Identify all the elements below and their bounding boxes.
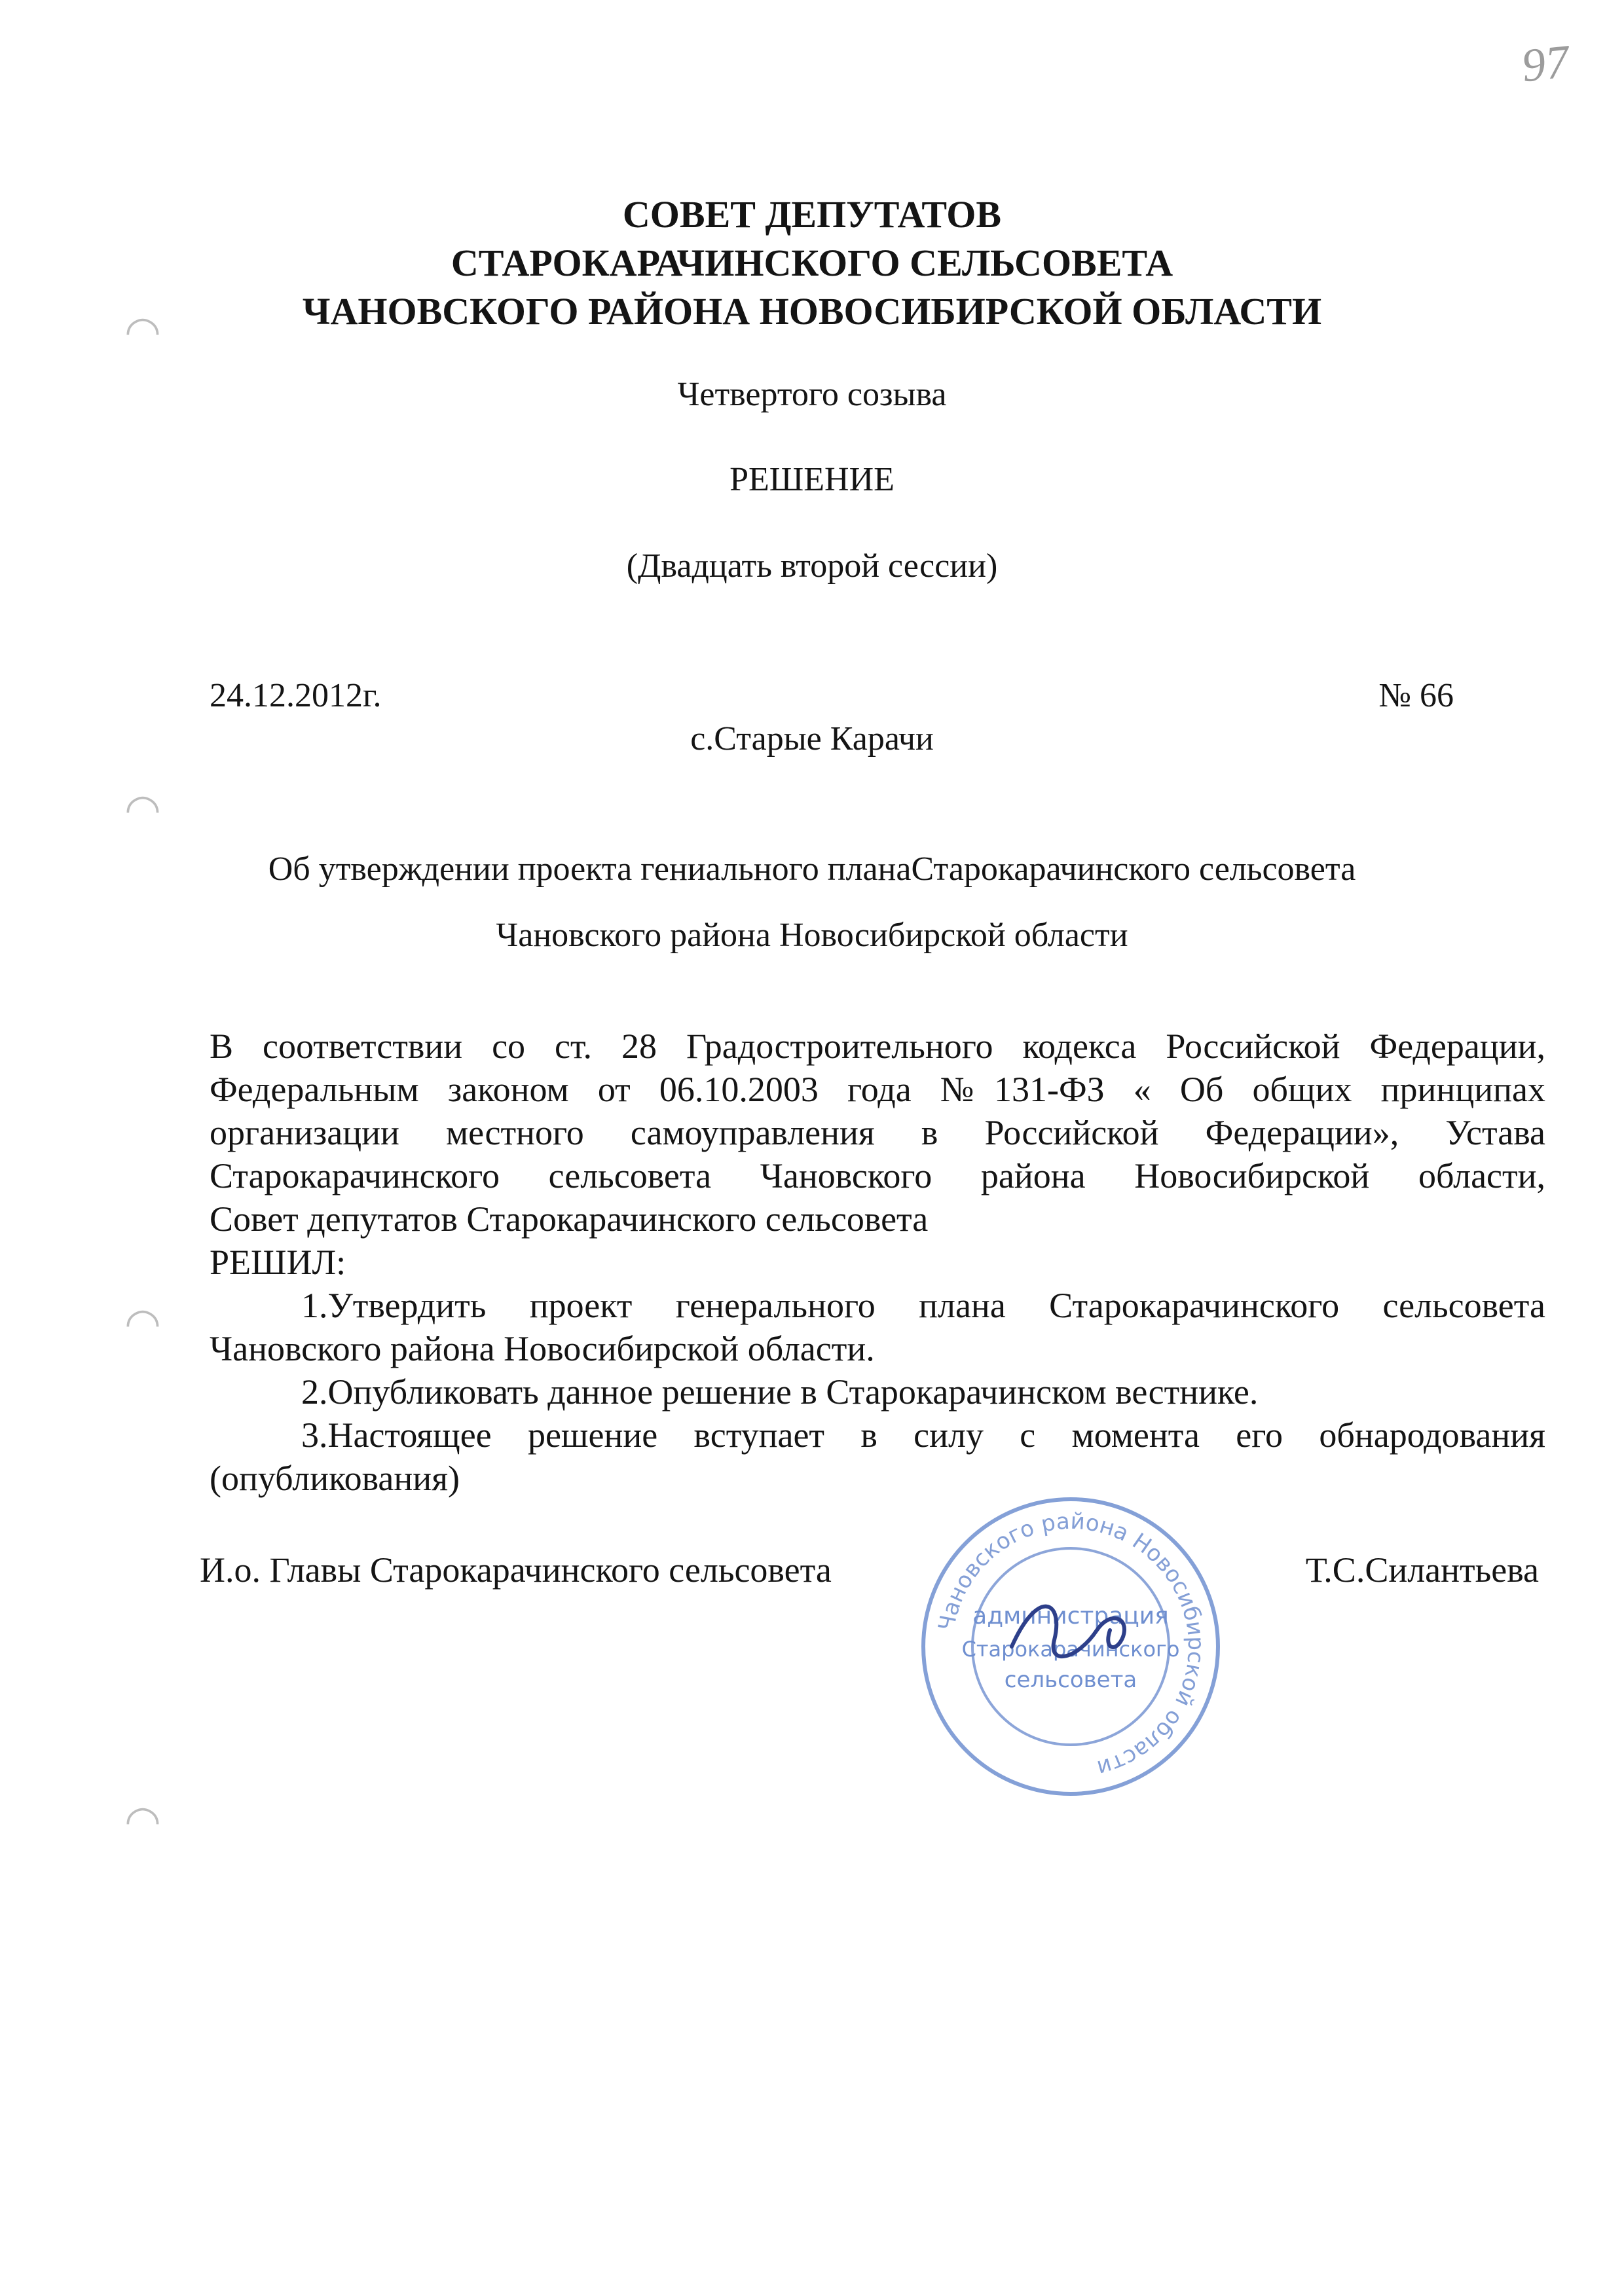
stamp-line-2: Старокарачинского (961, 1637, 1180, 1662)
page-number: 97 (1519, 35, 1572, 92)
punch-hole-mark: ◠ (124, 308, 161, 355)
document-date: 24.12.2012г. (210, 677, 382, 714)
item-2: 2.Опубликовать данное решение в Старокарачинском вестнике. (301, 1372, 1259, 1412)
item-1-line-2: Чановского района Новосибирской области. (210, 1329, 875, 1368)
punch-hole-mark: ◠ (124, 786, 161, 833)
punch-hole-mark: ◠ (124, 1300, 161, 1347)
item-1-line-1: 1.Утвердить проект генерального плана Старокарачинского сельсовета (301, 1286, 1545, 1325)
preamble-line-4: Старокарачинского сельсовета Чановского района Новосибирской области, (210, 1156, 1545, 1195)
preamble-line-2: Федеральным законом от 06.10.2003 года №131-ФЗ « Об общих принципах (210, 1070, 1545, 1109)
stamp-graphic (913, 1489, 1228, 1804)
header-line-2: СТАРОКАРАЧИНСКОГО СЕЛЬСОВЕТА (451, 242, 1173, 284)
decided-label: РЕШИЛ: (210, 1243, 346, 1282)
official-stamp (913, 1489, 1228, 1804)
document-number: № 66 (1378, 677, 1454, 714)
subject-line-1: Об утверждении проекта гениального планаСтарокарачинского сельсовета (268, 850, 1356, 888)
item-3-line-2: (опубликования) (210, 1459, 460, 1498)
stamp-line-1: администрация (972, 1603, 1169, 1630)
place: с.Старые Карачи (690, 720, 934, 757)
stamp-line-3: сельсовета (1004, 1667, 1137, 1693)
preamble-line-5: Совет депутатов Старокарачинского сельсовета (210, 1199, 929, 1239)
preamble-line-1: В соответствии со ст. 28 Градостроительного кодекса Российской Федерации, (210, 1027, 1545, 1066)
signatory-position: И.о. Главы Старокарачинского сельсовета (200, 1550, 832, 1590)
item-3-line-1: 3.Настоящее решение вступает в силу с момента его обнародования (301, 1415, 1545, 1455)
convocation: Четвертого созыва (677, 376, 947, 413)
session: (Двадцать второй сессии) (626, 547, 998, 585)
document-type: РЕШЕНИЕ (729, 461, 895, 498)
punch-hole-mark: ◠ (124, 1798, 161, 1844)
subject-line-2: Чановского района Новосибирской области (496, 917, 1128, 954)
header-line-1: СОВЕТ ДЕПУТАТОВ (622, 193, 1002, 236)
stamp-ring-text: Чановского района Новосибирской области (933, 1508, 1209, 1782)
signatory-name: Т.С.Силантьева (1305, 1550, 1539, 1590)
header-line-3: ЧАНОВСКОГО РАЙОНА НОВОСИБИРСКОЙ ОБЛАСТИ (302, 290, 1322, 333)
preamble-line-3: организации местного самоуправления в Российской Федерации», Устава (210, 1113, 1545, 1152)
